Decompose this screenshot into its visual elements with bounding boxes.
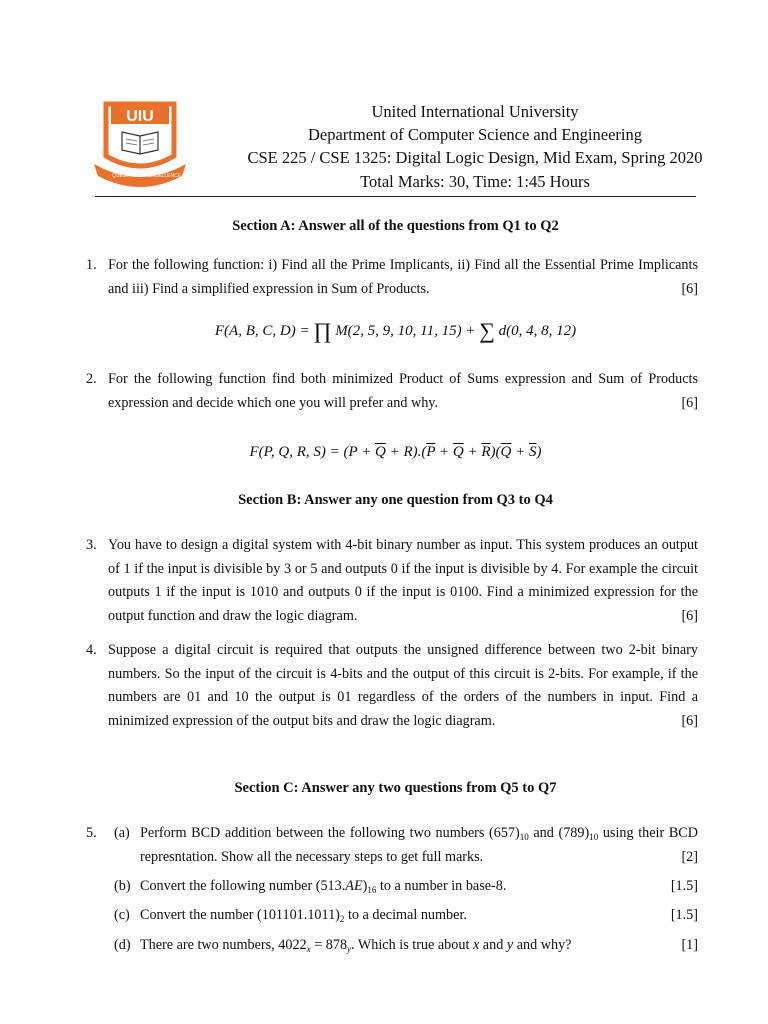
section-b-title: Section B: Answer any one question from Q3 to Q4 [238, 492, 553, 508]
subpart-text: and [479, 937, 507, 953]
base-subscript: 2 [339, 914, 345, 924]
equation-lhs: F(P, Q, R, S) = [249, 444, 344, 460]
subpart-text: to a decimal number. [344, 907, 467, 923]
variable: y [506, 937, 514, 953]
base-subscript: y [347, 944, 352, 954]
subpart-text: and (789) [528, 825, 590, 841]
subpart-label: (b) [114, 878, 131, 894]
question-3 [86, 534, 698, 628]
question-text: For the following function find both minimized Product of Sums expression and Sum of Products expression and decide which one you will prefer and why. [108, 371, 698, 411]
question-5b [108, 875, 698, 899]
equation-maxterms: M(2, 5, 9, 10, 11, 15) + [335, 323, 480, 339]
question-text: For the following function: i) Find all the Prime Implicants, ii) Find all the Essential Prime Implicants and iii) Find a simplified expression in Sum of Products. [108, 257, 698, 297]
subpart-text: There are two numbers, 4022 [140, 937, 307, 953]
base-subscript: x [306, 944, 311, 954]
exam-header [200, 100, 750, 193]
question-number: 5. [86, 825, 97, 841]
subpart-text: Convert the number (101101.1011) [140, 907, 340, 923]
subpart-marks: [2] [681, 848, 698, 865]
subpart-marks: [1] [681, 937, 698, 953]
subpart-text: . Which is true about [351, 937, 473, 953]
subpart-marks: [1.5] [670, 907, 698, 923]
question-number: 1. [86, 257, 97, 273]
question-4 [86, 639, 698, 733]
question-marks: [6] [681, 394, 698, 411]
question-number: 3. [86, 537, 97, 553]
section-a-title: Section A: Answer all of the questions from Q1 to Q2 [232, 218, 559, 234]
base-subscript: 10 [519, 832, 529, 842]
question-5d [108, 934, 698, 958]
base-subscript: 16 [367, 885, 377, 895]
subpart-label: (c) [114, 907, 130, 923]
subpart-text: and why? [513, 937, 572, 953]
product-symbol: ∏ [313, 318, 332, 343]
question-2 [86, 368, 698, 415]
subpart-text: to a number in base-8. [376, 878, 507, 894]
question-marks: [6] [681, 280, 698, 297]
course-title: CSE 225 / CSE 1325: Digital Logic Design, Mid Exam, Spring 2020 [247, 148, 703, 168]
university-logo [92, 98, 188, 190]
subpart-marks: [1.5] [670, 878, 698, 894]
subpart-text: using their BCD represntation. Show all the necessary steps to get full marks. [140, 825, 698, 865]
equation-lhs: F(A, B, C, D) = [214, 323, 314, 339]
equation-rhs: $(P + \overline{Q} + R).(\overline{P} + \overline{Q} + \overline{R})(\overline{Q} + \overline{S})$ [343, 444, 542, 460]
question-marks: [6] [681, 607, 698, 624]
question-number: 2. [86, 371, 97, 387]
subpart-label: (a) [114, 825, 130, 841]
section-c-title: Section C: Answer any two questions from Q5 to Q7 [234, 780, 557, 796]
question-number: 4. [86, 642, 97, 658]
subpart-text: ) [362, 878, 368, 894]
question-marks: [6] [681, 712, 698, 729]
variable: x [472, 937, 480, 953]
logo-ribbon-left: QUEST [112, 173, 130, 179]
equation-2 [95, 444, 696, 461]
question-5a [108, 822, 698, 869]
department-name: Department of Computer Science and Engineering [307, 125, 642, 145]
variable: AE [345, 878, 363, 894]
header-divider [95, 196, 696, 197]
marks-time: Total Marks: 30, Time: 1:45 Hours [360, 171, 590, 191]
subpart-text: = 878 [310, 937, 348, 953]
base-subscript: 10 [589, 832, 599, 842]
logo-text: UIU [126, 108, 154, 125]
question-text: You have to design a digital system with 4-bit binary number as input. This system produces an output of 1 if the input is divisible by 3 or 5 and outputs 0 if the input is divisible by 4. For example the circuit outputs 1 if the input is 1010 and outputs 0 if the input is 0100. Find a minimized expression for the output function and draw the logic diagram. [108, 537, 698, 624]
equation-1 [95, 318, 696, 344]
logo-ribbon-right: EXCELLENCE [148, 173, 182, 179]
sum-symbol: ∑ [479, 318, 495, 343]
subpart-text: Perform BCD addition between the following two numbers (657) [140, 825, 520, 841]
question-5c [108, 904, 698, 928]
subpart-text: Convert the following number (513. [140, 878, 346, 894]
equation-dontcares: d(0, 4, 8, 12) [498, 323, 577, 339]
question-1 [86, 254, 698, 301]
university-name: United International University [371, 102, 579, 121]
question-text: Suppose a digital circuit is required that outputs the unsigned difference between two 2-bit binary numbers. So the input of the circuit is 4-bits and the output of this circuit is 2-bits. For example, if the numbers are 01 and 10 the output is 01 regardless of the orders of the numbers in input. Find a minimized expression of the output bits and draw the logic diagram. [108, 642, 698, 729]
subpart-label: (d) [114, 937, 131, 953]
